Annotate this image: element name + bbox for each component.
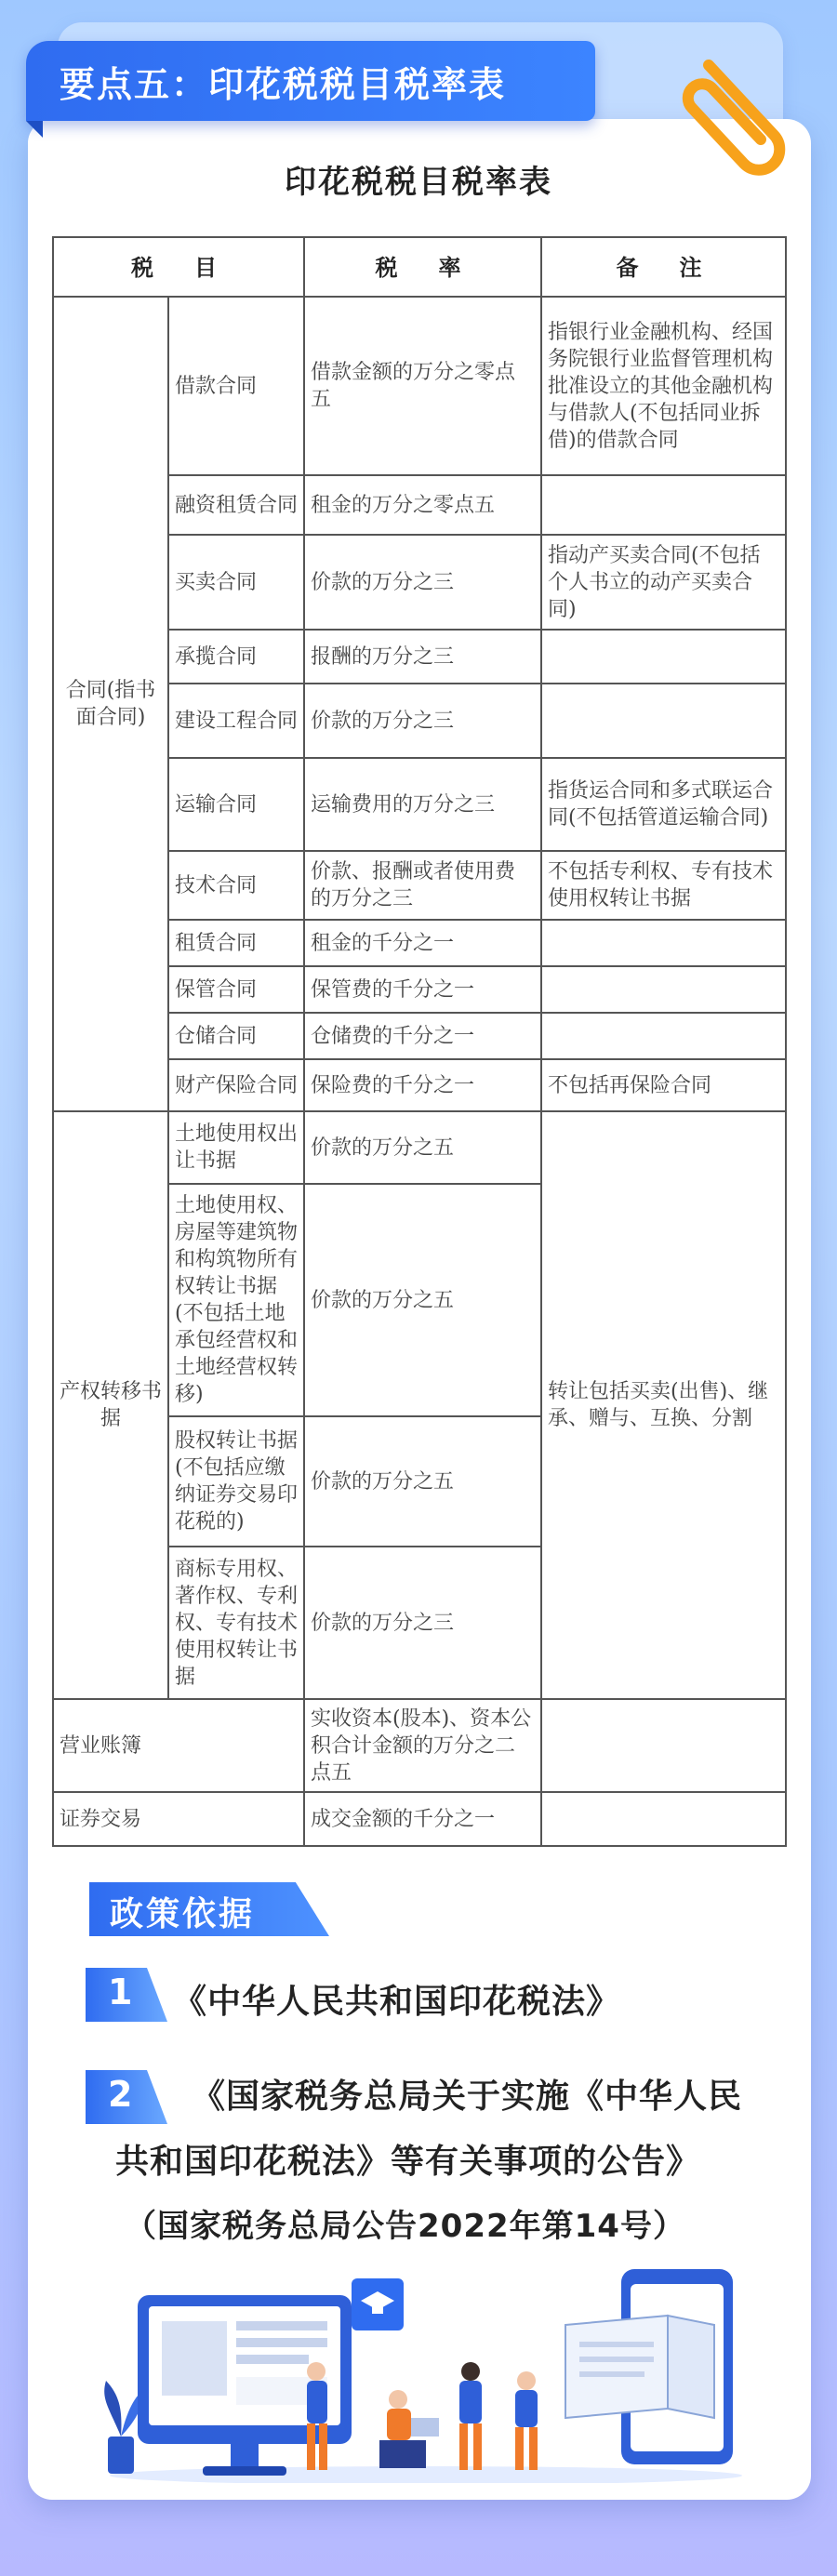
- rate-cell: 成交金额的千分之一: [304, 1792, 541, 1846]
- person-figure: [379, 2390, 439, 2468]
- rate-cell: 租金的千分之一: [304, 920, 541, 966]
- item-cell: 承揽合同: [168, 630, 304, 684]
- note-cell: 指动产买卖合同(不包括个人书立的动产买卖合同): [541, 535, 786, 630]
- note-cell: 转让包括买卖(出售)、继承、赠与、互换、分割: [541, 1111, 786, 1699]
- rate-cell: 价款、报酬或者使用费的万分之三: [304, 851, 541, 920]
- rate-cell: 实收资本(股本)、资本公积合计金额的万分之二点五: [304, 1699, 541, 1792]
- note-cell: [541, 1699, 786, 1792]
- rate-cell: 保险费的千分之一: [304, 1059, 541, 1111]
- rate-cell: 运输费用的万分之三: [304, 758, 541, 851]
- header-item: 税 目: [53, 237, 304, 297]
- number-badge-text: 2: [108, 2074, 133, 2115]
- category-cell: 合同(指书面合同): [53, 297, 168, 1111]
- phone-book-icon: [565, 2269, 733, 2464]
- item-cell: 借款合同: [168, 297, 304, 475]
- table-header-row: [53, 237, 786, 297]
- number-badge-text: 1: [108, 1972, 133, 2012]
- tax-rate-table: [52, 236, 787, 1847]
- rate-cell: 价款的万分之三: [304, 684, 541, 758]
- ribbon-fold: [26, 121, 43, 138]
- rate-cell: 报酬的万分之三: [304, 630, 541, 684]
- note-cell: [541, 475, 786, 535]
- item-cell: 土地使用权、房屋等建筑物和构筑物所有权转让书据(不包括土地承包经营权和土地经营权转移): [168, 1184, 304, 1416]
- rate-cell: 价款的万分之五: [304, 1416, 541, 1547]
- item-cell: 建设工程合同: [168, 684, 304, 758]
- item-cell: 股权转让书据(不包括应缴纳证券交易印花税的): [168, 1416, 304, 1547]
- note-cell: [541, 684, 786, 758]
- item-cell: 营业账簿: [53, 1699, 304, 1792]
- item-cell: 融资租赁合同: [168, 475, 304, 535]
- note-cell: [541, 630, 786, 684]
- rate-cell: 借款金额的万分之零点五: [304, 297, 541, 475]
- note-cell: 不包括再保险合同: [541, 1059, 786, 1111]
- note-cell: [541, 1792, 786, 1846]
- rate-cell: 仓储费的千分之一: [304, 1013, 541, 1059]
- person-figure: [459, 2362, 482, 2470]
- rate-cell: 价款的万分之五: [304, 1111, 541, 1184]
- table-row: [53, 297, 786, 475]
- item-cell: 证券交易: [53, 1792, 304, 1846]
- item-cell: 技术合同: [168, 851, 304, 920]
- note-cell: 指银行业金融机构、经国务院银行业监督管理机构批准设立的其他金融机构与借款人(不包括同业拆借)的借款合同: [541, 297, 786, 475]
- basis-item-2-line3: （国家税务总局公告2022年第14号）: [125, 2208, 685, 2245]
- item-cell: 租赁合同: [168, 920, 304, 966]
- note-cell: 不包括专利权、专有技术使用权转让书据: [541, 851, 786, 920]
- graduation-cap-icon: [352, 2278, 404, 2330]
- basis-item-2-line2: 共和国印花税法》等有关事项的公告》: [115, 2143, 701, 2181]
- rate-cell: 租金的万分之零点五: [304, 475, 541, 535]
- policy-label: [89, 1882, 329, 1936]
- table-row: [53, 1111, 786, 1184]
- number-badge: [86, 1968, 167, 2022]
- basis-item-1: 《中华人民共和国印花税法》: [173, 1983, 621, 2021]
- person-figure: [515, 2371, 538, 2470]
- number-badge: [86, 2070, 167, 2124]
- section-title: 要点五：印花税税目税率表: [60, 63, 507, 105]
- note-cell: [541, 1013, 786, 1059]
- rate-cell: 价款的万分之五: [304, 1184, 541, 1416]
- header-rate: 税 率: [304, 237, 541, 297]
- header-note: 备 注: [541, 237, 786, 297]
- note-cell: 指货运合同和多式联运合同(不包括管道运输合同): [541, 758, 786, 851]
- item-cell: 保管合同: [168, 966, 304, 1013]
- item-cell: 商标专用权、著作权、专利权、专有技术使用权转让书据: [168, 1547, 304, 1699]
- table-row: [53, 1699, 786, 1792]
- item-cell: 财产保险合同: [168, 1059, 304, 1111]
- illustration-people-reading: [100, 2269, 751, 2483]
- policy-label-text: 政策依据: [110, 1895, 256, 1933]
- item-cell: 土地使用权出让书据: [168, 1111, 304, 1184]
- rate-cell: 价款的万分之三: [304, 1547, 541, 1699]
- section-ribbon: [26, 41, 595, 121]
- item-cell: 仓储合同: [168, 1013, 304, 1059]
- category-cell: 产权转移书据: [53, 1111, 168, 1699]
- rate-cell: 保管费的千分之一: [304, 966, 541, 1013]
- basis-item-2-line1: 《国家税务总局关于实施《中华人民: [192, 2078, 743, 2116]
- document-title: 印花税税目税率表: [285, 164, 552, 201]
- table-row: [53, 1792, 786, 1846]
- item-cell: 买卖合同: [168, 535, 304, 630]
- note-cell: [541, 966, 786, 1013]
- item-cell: 运输合同: [168, 758, 304, 851]
- rate-cell: 价款的万分之三: [304, 535, 541, 630]
- note-cell: [541, 920, 786, 966]
